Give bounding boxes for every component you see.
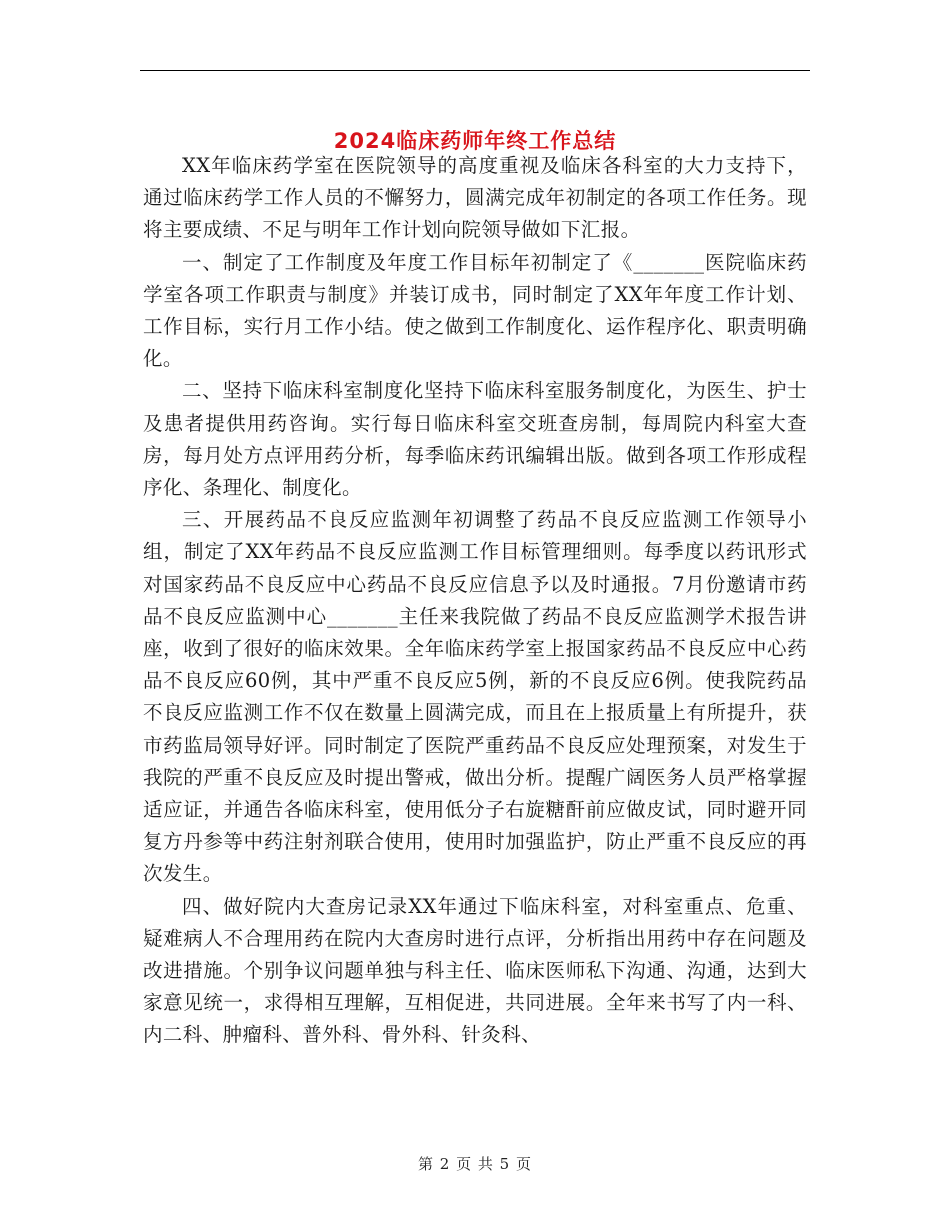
document-title: 2024临床药师年终工作总结 xyxy=(333,129,617,154)
page-number: 第 2 页 共 5 页 xyxy=(418,1155,532,1173)
document-body xyxy=(143,150,807,1052)
paragraph-section-3: 三、开展药品不良反应监测年初调整了药品不良反应监测工作领导小组，制定了XX年药品不良反应监测工作目标管理细则。每季度以药讯形式对国家药品不良反应中心药品不良反应信息予以及时通报。7月份邀请市药品不良反应监测中心_______主任来我院做了药品不良反应监测学术报告讲座，收到了很好的临床效果。全年临床药学室上报国家药品不良反应中心药品不良反应60例，其中严重不良反应5例，新的不良反应6例。使我院药品不良反应监测工作不仅在数量上圆满完成，而且在上报质量上有所提升，获市药监局领导好评。同时制定了医院严重药品不良反应处理预案，对发生于我院的严重不良反应及时提出警戒，做出分析。提醒广阔医务人员严格掌握适应证，并通告各临床科室，使用低分子右旋糖酐前应做皮试，同时避开同复方丹参等中药注射剂联合使用，使用时加强监护，防止严重不良反应的再次发生。 xyxy=(143,508,807,886)
paragraph-section-4: 四、做好院内大查房记录XX年通过下临床科室，对科室重点、危重、疑难病人不合理用药在院内大查房时进行点评，分析指出用药中存在问题及改进措施。个别争议问题单独与科主任、临床医师私下沟通、沟通，达到大家意见统一，求得相互理解，互相促进，共同进展。全年来书写了内一科、内二科、肿瘤科、普外科、骨外科、针灸科、 xyxy=(143,894,807,1047)
paragraph-intro: XX年临床药学室在医院领导的高度重视及临床各科室的大力支持下，通过临床药学工作人员的不懈努力，圆满完成年初制定的各项工作任务。现将主要成绩、不足与明年工作计划向院领导做如下汇报。 xyxy=(143,154,807,242)
paragraph-section-1: 一、制定了工作制度及年度工作目标年初制定了《_______医院临床药学室各项工作职责与制度》并装订成书，同时制定了XX年年度工作计划、工作目标，实行月工作小结。使之做到工作制度化、运作程序化、职责明确化。 xyxy=(143,250,807,371)
header-rule xyxy=(140,70,810,71)
paragraph-section-2: 二、坚持下临床科室制度化坚持下临床科室服务制度化，为医生、护士及患者提供用药咨询。实行每日临床科室交班查房制，每周院内科室大查房，每月处方点评用药分析，每季临床药讯编辑出版。做到各项工作形成程序化、条理化、制度化。 xyxy=(143,379,807,500)
